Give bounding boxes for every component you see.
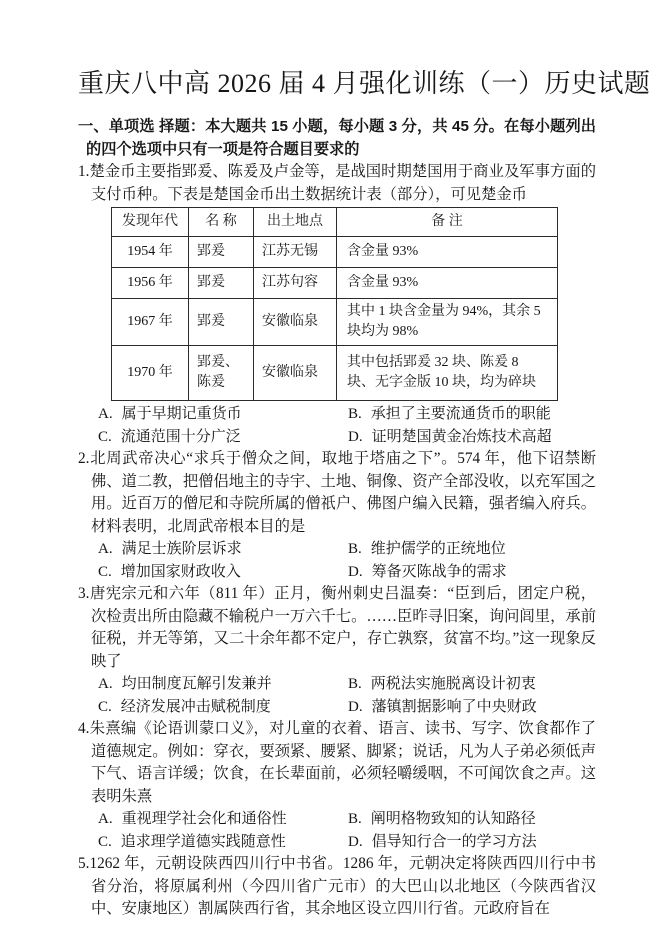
option-b-label: B. [348,676,362,692]
question-1-number: 1. [78,163,90,180]
option-b-text: 两税法实施脱离设计初衷 [370,676,536,692]
question-2-options [98,538,596,583]
option-a-label: A. [98,541,113,557]
option-d-text: 藩镇割据影响了中央财政 [371,698,537,715]
option-a-label: A. [98,676,113,692]
table-cell-place: 安徽临泉 [254,346,337,401]
option-b-text: 承担了主要流通货币的职能 [370,406,551,422]
option-c [98,426,348,449]
option-d-label: D. [348,428,363,445]
table-cell-name: 郢爰 [189,237,254,268]
option-b-label: B. [348,811,362,827]
table-cell-place: 安徽临泉 [254,299,337,346]
table-cell-year: 1954 年 [112,237,189,268]
option-b-label: B. [348,541,362,557]
option-d [348,831,596,854]
question-4-options [98,808,596,853]
question-5 [78,853,596,921]
table-header-year: 发现年代 [112,208,189,237]
option-b-text: 阐明格物致知的认知路径 [370,811,536,827]
question-2-text: 北周武帝决心“求兵于僧众之间，取地于塔庙之下”。574 年，他下诏禁断佛、道二教，把僧侣地主的寺宇、土地、铜像、资产全部没收，以充军国之用。近百万的僧尼和寺院所属的僧祇户、佛图户编入民籍，强者编入府兵。材料表明，北周武帝根本目的是 [89,450,596,535]
option-c-label: C. [98,698,112,715]
table-header-name: 名 称 [189,208,254,237]
question-2 [78,448,596,583]
table-cell-place: 江苏无锡 [254,237,337,268]
option-b-text: 维护儒学的正统地位 [370,541,506,557]
table-cell-name: 郢爰 [189,268,254,299]
question-1-options [98,403,596,448]
option-a-text: 满足士族阶层诉求 [121,541,242,557]
option-d-label: D. [348,563,363,580]
option-a [98,538,348,561]
table-row [112,299,558,346]
table-cell-note: 其中包括郢爰 32 块、陈爰 8 块、无字金版 10 块，均为碎块 [337,346,558,401]
option-a-text: 均田制度瓦解引发兼并 [121,676,272,692]
table-header-row [112,208,558,237]
option-d-text: 倡导知行合一的学习方法 [371,833,537,850]
question-3-text: 唐宪宗元和六年（811 年）正月，衡州刺史吕温奏：“臣到后，团定户税，次检责出所由隐藏不输税户一万六千七。……臣昨寻旧案，询问闾里，承前征税，并无等第，又二十余年都不定户，存亡孰察，贫富不均。”这一现象反映了 [89,585,596,670]
option-a [98,403,348,426]
option-a-label: A. [98,811,113,827]
option-d-text: 筹备灭陈战争的需求 [371,563,507,580]
option-d [348,561,596,584]
option-d [348,696,596,719]
question-5-number: 5. [78,855,90,872]
question-1-text: 楚金币主要指郢爰、陈爰及卢金等，是战国时期楚国用于商业及军事方面的支付币种。下表是楚国金币出土数据统计表（部分），可见楚金币 [89,163,596,203]
option-c [98,561,348,584]
option-b-label: B. [348,406,362,422]
option-a-text: 属于早期记重货币 [121,406,242,422]
option-d-label: D. [348,698,363,715]
option-c [98,696,348,719]
option-a-text: 重视理学社会化和通俗性 [121,811,287,827]
question-3-number: 3. [78,585,90,602]
table-cell-name: 郢爰、陈爰 [189,346,254,401]
option-c-label: C. [98,833,112,850]
table-cell-note: 含金量 93% [337,237,558,268]
question-4-number: 4. [78,720,90,737]
table-row [112,268,558,299]
question-5-text: 1262 年，元朝设陕西四川行中书省。1286 年，元朝决定将陕西四川行中书省分治，将原属利州（今四川省广元市）的大巴山以北地区（今陕西省汉中、安康地区）割属陕西行省，其余地区设立四川行省。元政府旨在 [89,855,596,917]
table-header-place: 出土地点 [254,208,337,237]
question-3-stem [78,583,596,673]
table-cell-name: 郢爰 [189,299,254,346]
question-1-stem [78,161,596,206]
option-c-text: 流通范围十分广泛 [120,428,241,445]
question-3-options [98,673,596,718]
table-header-note: 备 注 [337,208,558,237]
option-b [348,403,596,426]
option-a [98,808,348,831]
option-a-label: A. [98,406,113,422]
option-c-label: C. [98,428,112,445]
option-d-text: 证明楚国黄金冶炼技术高超 [371,428,552,445]
option-b [348,538,596,561]
table-row [112,237,558,268]
option-c [98,831,348,854]
table-cell-year: 1956 年 [112,268,189,299]
table-cell-place: 江苏句容 [254,268,337,299]
table-cell-year: 1970 年 [112,346,189,401]
question-1 [78,161,596,448]
question-2-stem [78,448,596,538]
question-2-number: 2. [78,450,90,467]
coin-statistics-table [111,207,558,401]
table-cell-note: 含金量 93% [337,268,558,299]
option-b [348,808,596,831]
option-d-label: D. [348,833,363,850]
question-4 [78,718,596,853]
option-a [98,673,348,696]
question-5-stem [78,853,596,921]
option-c-text: 追求理学道德实践随意性 [120,833,286,850]
option-c-text: 增加国家财政收入 [120,563,241,580]
section-heading: 一、单项选 择题：本大题共 15 小题，每小题 3 分，共 45 分。在每小题列出的四个选项中只有一项是符合题目要求的 [78,118,596,158]
option-b [348,673,596,696]
option-d [348,426,596,449]
option-c-text: 经济发展冲击赋税制度 [120,698,271,715]
table-cell-year: 1967 年 [112,299,189,346]
table-cell-note: 其中 1 块含金量为 94%，其余 5 块均为 98% [337,299,558,346]
table-row [112,346,558,401]
page-title: 重庆八中高 2026 届 4 月强化训练（一）历史试题 [78,69,651,98]
question-3 [78,583,596,718]
question-4-stem [78,718,596,808]
option-c-label: C. [98,563,112,580]
question-4-text: 朱熹编《论语训蒙口义》，对儿童的衣着、语言、读书、写字、饮食都作了道德规定。例如：穿衣，要颈紧、腰紧、脚紧；说话，凡为人子弟必须低声下气、语言详缓；饮食，在长辈面前，必须轻嚼缓咽，不可闻饮食之声。这表明朱熹 [89,720,596,805]
